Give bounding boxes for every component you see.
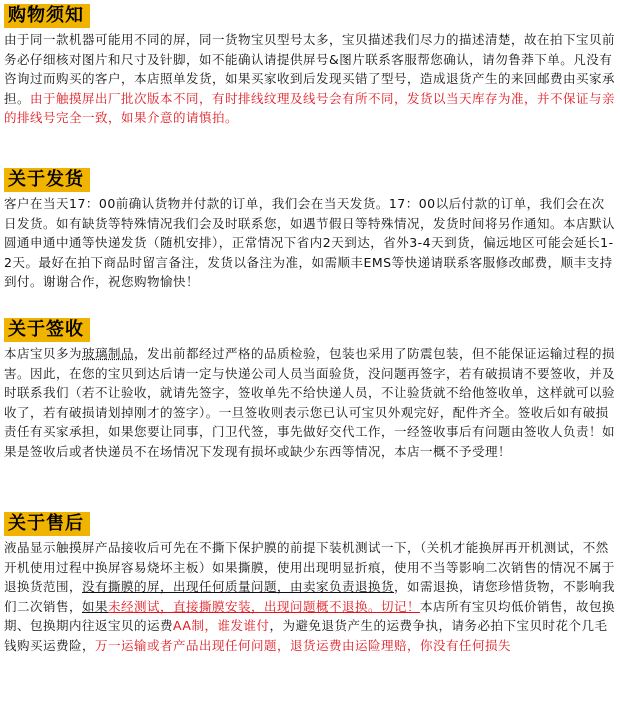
section-after-sales [4,512,616,655]
signing-text [4,344,616,461]
shopping-notice-body: 由于同一款机器可能用不同的屏，同一货物宝贝型号太多，宝贝描述我们尽力的描述清楚，故在拍下宝贝前务必仔细核对图片和尺寸及针脚，如不能确认请提供屏号&图片联系客服帮您确认，请勿鲁莽下单。凡没有咨询过而购买的客户，本店照单发货，如果买家收到后发现买错了型号，造成退货产生的来回邮费由买家承担。 [4,32,616,106]
after-sales-shipping-fee: 本店所有宝贝均低价销售，故包换期、包换期内往返宝贝的运费 [4,598,616,633]
signing-glass-products: 玻璃制品 [82,346,135,361]
after-sales-body: 液晶显示触摸屏产品接收后可先在不撕下保护膜的前提下装机测试一下，（关机才能换屏再开机测试，不然开机使用过程中换屏容易烧坏主板）如果撕膜，使用出现明显折痕，使用不当等影响二次销售的情况不属于退换货范围， [4,540,616,594]
shipping-body: 客户在当天17：00前确认货物并付款的订单，我们会在当天发货。17：00以后付款的订单，我们会在次日发货。如有缺货等特殊情况我们会及时联系您，如遇节假日等特殊情况，发货时间将另作通知。本店默认圆通申通中通等快递发货（随机安排），正常情况下省内2天到达，省外3-4天到货，偏远地区可能会延长1-2天。最好在拍下商品时留言备注，发货以备注为准，如需顺丰EMS等快递请联系客服修改邮费，顺丰支持到付。谢谢合作，祝您购物愉快！ [4,196,616,289]
after-sales-unpeeled-guarantee: 没有撕膜的屏，出现任何质量问题，由卖家负责退换货 [82,579,395,594]
shopping-notice-text [4,30,616,128]
after-sales-no-return-warning: 未经测试，直接撕膜安装，出现问题概不退换。切记！ [108,598,421,614]
section-heading-after-sales: 关于售后 [4,512,90,536]
after-sales-text [4,538,616,655]
shipping-text [4,194,616,292]
section-shopping-notice [4,4,616,128]
after-sales-return-note: ，如需退换，请您珍惜货物，不影响我们二次销售， [4,579,616,614]
section-heading-shipping: 关于发货 [4,168,90,192]
after-sales-insurance-claim: 万一运输或者产品出现任何问题，退货运费由运险理赔，你没有任何损失 [95,637,512,653]
section-heading-signing: 关于签收 [4,318,90,342]
after-sales-aa-rule: AA制，谁发谁付 [173,618,270,633]
shopping-notice-warning: 由于触摸屏出厂批次版本不同，有时排线纹理及线号会有所不同，发货以当天库存为准，并不保证与亲的排线号完全一致，如果介意的请慎拍。 [4,90,616,125]
section-shipping [4,168,616,292]
after-sales-insurance-note: ，为避免退货产生的运费争执，请务必拍下宝贝时花个几毛钱购买运费险， [4,618,608,653]
after-sales-if: 如果 [82,598,109,614]
section-heading-shopping-notice: 购物须知 [4,4,90,28]
section-signing [4,318,616,461]
signing-body-intro: 本店宝贝多为 [4,346,83,361]
signing-body: ，发出前都经过严格的品质检验，包装也采用了防震包装，但不能保证运输过程的损害。因此，在您的宝贝到达后请一定与快递公司人员当面验货，没问题再签字，若有破损请不要签收，并及时联系我们（若不让验收，就请先签字，签收单先不给快递人员，不让验货就不给他签收单，这样就可以验收了，若有破损请划掉刚才的签字）。一旦签收则表示您已认可宝贝外观完好，配件齐全。签收后如有破损责任有买家承担，如果您要让同事，门卫代签，事先做好交代工作，一经签收事后有问题由签收人负责！如果是签收后或者快递员不在场情况下发现有损坏或缺少东西等情况，本店一概不予受理！ [4,346,616,459]
